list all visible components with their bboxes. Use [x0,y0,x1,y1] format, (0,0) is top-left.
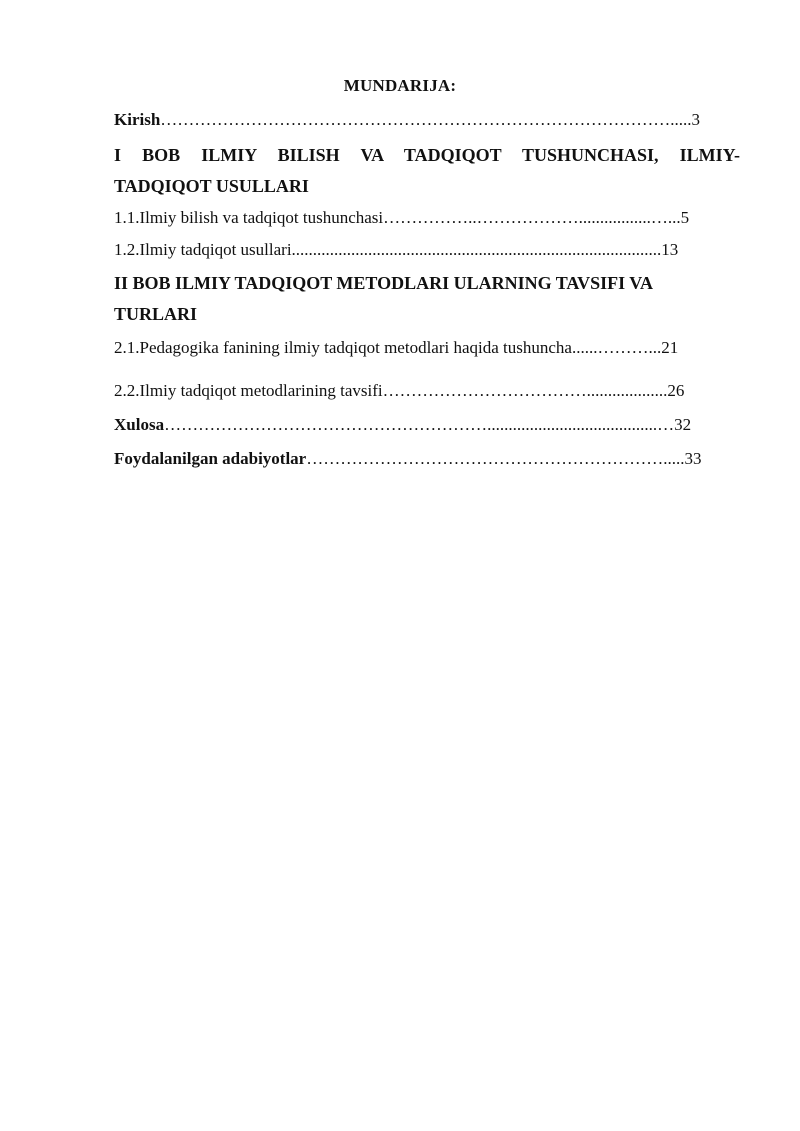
toc-entry-text: 1.2.Ilmiy tadqiqot usullari [114,240,292,259]
toc-entry-text: Kirish [114,110,161,129]
chapter-2-heading-line-2: TURLARI [114,304,198,324]
toc-entry-section-2-1 [114,338,740,358]
toc-page-number: 32 [674,415,692,434]
toc-page-number: 13 [661,240,679,259]
toc-leader: ……………..……………….................…... [383,208,681,227]
toc-leader: ....................................................................................... [291,240,662,259]
toc-leader: ......………... [571,338,662,357]
toc-entry-kirish [114,110,740,130]
toc-page-number: 33 [684,449,702,468]
toc-entry-text: Foydalanilgan adabiyotlar [114,449,307,468]
toc-entry-foydalanilgan-adabiyotlar [114,449,740,469]
toc-leader: ………………………………………………………………………………..... [160,110,692,129]
chapter-2-heading-line-1: II BOB ILMIY TADQIQOT METODLARI ULARNING TAVSIFI VA [114,273,653,293]
toc-entry-text: 2.2.Ilmiy tadqiqot metodlarining tavsifi [114,381,383,400]
toc-page-number: 21 [661,338,679,357]
toc-entry-section-2-2 [114,381,740,401]
toc-page-number: 3 [691,110,701,129]
chapter-1-heading-line-2: TADQIQOT USULLARI [114,176,309,196]
toc-entry-xulosa [114,415,740,435]
toc-leader: …………………………………………………........................................… [164,415,675,434]
toc-entry-section-1-2 [114,240,740,260]
toc-leader: ………………………………………………………..... [306,449,685,468]
chapter-1-heading-line-1: I BOB ILMIY BILISH VA TADQIQOT TUSHUNCHASI, ILMIY- [114,145,740,165]
toc-page-number: 26 [667,381,685,400]
toc-entry-section-1-1 [114,208,740,228]
toc-page-number: 5 [680,208,690,227]
toc-entry-text: 1.1.Ilmiy bilish va tadqiqot tushunchasi [114,208,384,227]
toc-entry-text: 2.1.Pedagogika fanining ilmiy tadqiqot metodlari haqida tushuncha [114,338,572,357]
toc-leader: ………………………………................... [382,381,668,400]
toc-title: MUNDARIJA: [343,76,457,95]
toc-entry-text: Xulosa [114,415,165,434]
